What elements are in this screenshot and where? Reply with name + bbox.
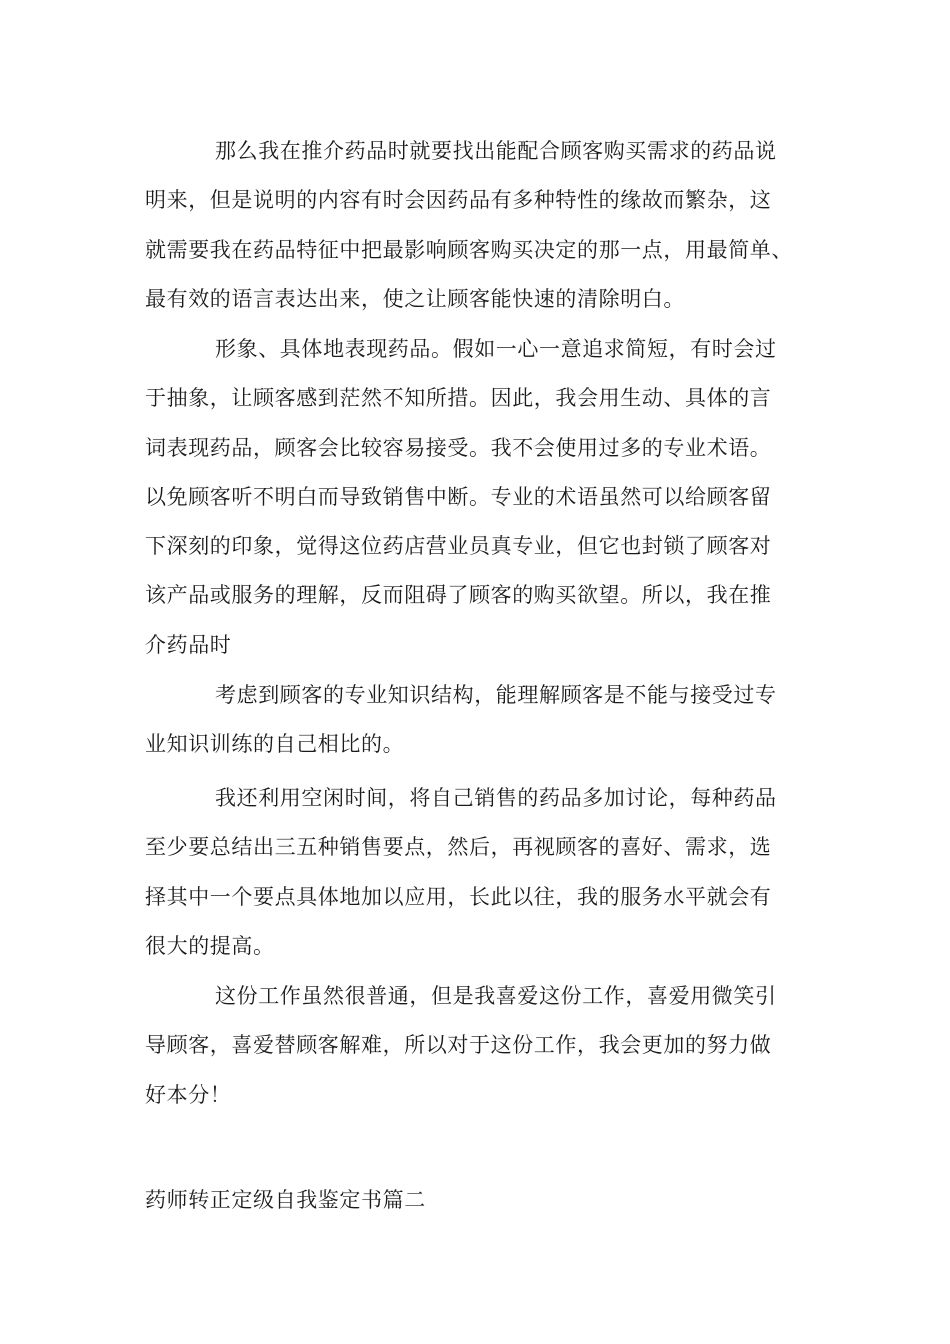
text-line: 我还利用空闲时间，将自己销售的药品多加讨论，每种药品 bbox=[215, 786, 777, 810]
text-line: 这份工作虽然很普通，但是我喜爱这份工作，喜爱用微笑引 bbox=[215, 984, 777, 1008]
text-line: 就需要我在药品特征中把最影响顾客购买决定的那一点，用最简单、 bbox=[145, 237, 793, 262]
text-line: 词表现药品，顾客会比较容易接受。我不会使用过多的专业术语。 bbox=[145, 435, 772, 460]
text-line: 下深刻的印象，觉得这位药店营业员真专业，但它也封锁了顾客对 bbox=[145, 534, 772, 559]
section-heading: 药师转正定级自我鉴定书篇二 bbox=[145, 1188, 426, 1212]
paragraph-3 bbox=[145, 671, 835, 770]
text-line: 择其中一个要点具体地加以应用，长此以往，我的服务水平就会有 bbox=[145, 884, 772, 909]
text-line: 考虑到顾客的专业知识结构，能理解顾客是不能与接受过专 bbox=[215, 683, 777, 707]
text-line: 该产品或服务的理解，反而阻碍了顾客的购买欲望。所以，我在推 bbox=[145, 583, 772, 608]
text-line: 于抽象，让顾客感到茫然不知所措。因此，我会用生动、具体的言 bbox=[145, 386, 772, 411]
paragraph-5 bbox=[145, 972, 835, 1120]
text-line: 介药品时 bbox=[145, 632, 232, 657]
text-line: 导顾客，喜爱替顾客解难，所以对于这份工作，我会更加的努力做 bbox=[145, 1033, 772, 1058]
text-line: 那么我在推介药品时就要找出能配合顾客购买需求的药品说 bbox=[215, 139, 777, 163]
text-line: 形象、具体地表现药品。假如一心一意追求简短，有时会过 bbox=[215, 337, 777, 361]
text-line: 好本分！ bbox=[145, 1082, 232, 1107]
text-line: 最有效的语言表达出来，使之让顾客能快速的清除明白。 bbox=[145, 286, 685, 311]
text-line: 至少要总结出三五种销售要点，然后，再视顾客的喜好、需求，选 bbox=[145, 835, 772, 860]
paragraph-4 bbox=[145, 774, 835, 971]
text-line: 业知识训练的自己相比的。 bbox=[145, 732, 405, 757]
text-line: 以免顾客听不明白而导致销售中断。专业的术语虽然可以给顾客留 bbox=[145, 484, 772, 509]
text-line: 明来，但是说明的内容有时会因药品有多种特性的缘故而繁杂，这 bbox=[145, 188, 772, 213]
paragraph-2 bbox=[145, 325, 835, 670]
text-line: 很大的提高。 bbox=[145, 933, 275, 958]
paragraph-1 bbox=[145, 127, 835, 324]
